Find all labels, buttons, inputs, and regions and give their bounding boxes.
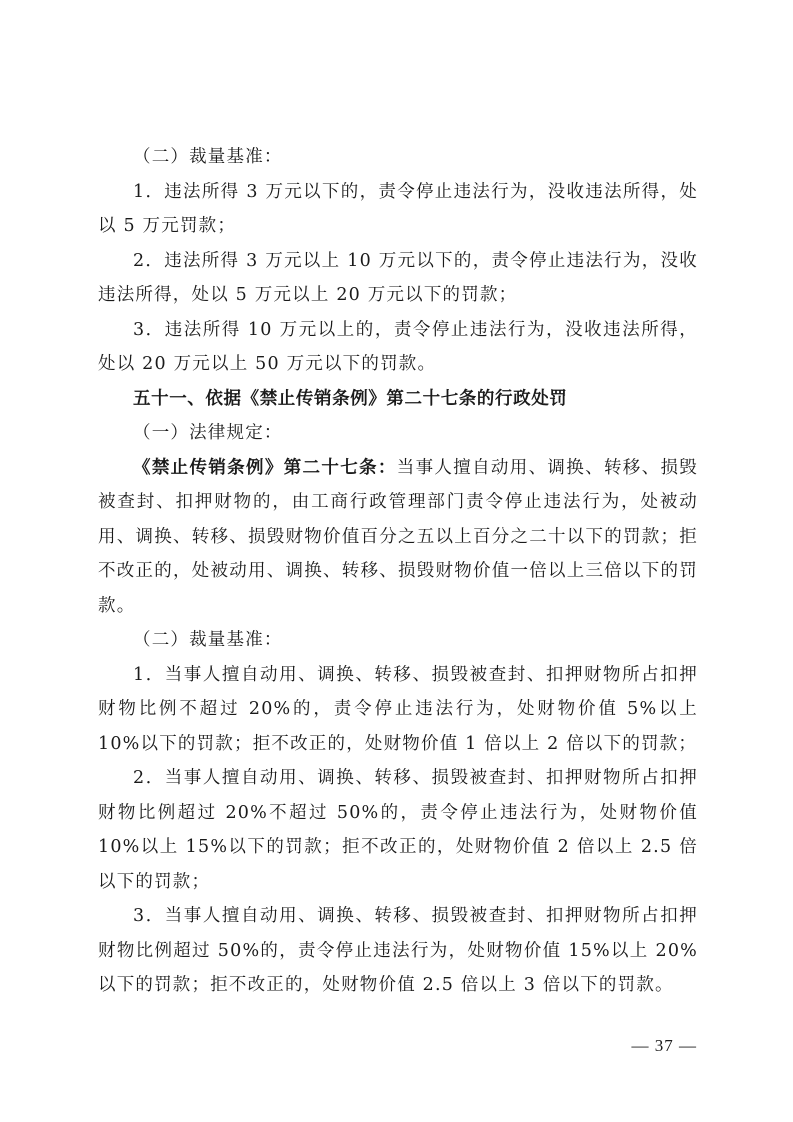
standard-item-3: 3．违法所得 10 万元以上的，责令停止违法行为，没收违法所得，处以 20 万元以上 50 万元以下的罚款。 — [98, 319, 698, 374]
standard-item-1: 1．违法所得 3 万元以下的，责令停止违法行为，没收违法所得，处以 5 万元罚款； — [98, 181, 698, 236]
legal-provision-text: 当事人擅自动用、调换、转移、损毁被查封、扣押财物的，由工商行政管理部门责令停止违法行为，处被动用、调换、转移、损毁财物价值百分之五以上百分之二十以下的罚款；拒不改正的，处被动用、调换、转移、损毁财物价值一倍以上三倍以下的罚款。 — [98, 457, 698, 616]
page-number: — 37 — — [631, 1036, 697, 1055]
document-body — [98, 140, 698, 1003]
standard-item-2b: 2．当事人擅自动用、调换、转移、损毁被查封、扣押财物所占扣押财物比例超过 20%不超过 50%的，责令停止违法行为，处财物价值 10%以上 15%以下的罚款；拒不改正的，处财物价值 2 倍以上 2.5 倍以下的罚款； — [98, 768, 698, 892]
subheading-discretion-standard: （二）裁量基准： — [133, 147, 283, 167]
subheading-legal-provision: （一）法律规定： — [133, 423, 283, 443]
subheading-discretion-standard-2: （二）裁量基准： — [133, 630, 283, 650]
legal-provision-paragraph — [98, 451, 698, 624]
section-heading-51: 五十一、依据《禁止传销条例》第二十七条的行政处罚 — [133, 388, 568, 409]
standard-item-1b: 1．当事人擅自动用、调换、转移、损毁被查封、扣押财物所占扣押财物比例不超过 20%的，责令停止违法行为，处财物价值 5%以上 10%以下的罚款；拒不改正的，处财物价值 1 倍以上 2 倍以下的罚款； — [98, 664, 698, 754]
legal-provision-lead: 《禁止传销条例》第二十七条： — [133, 457, 397, 478]
standard-item-3b: 3．当事人擅自动用、调换、转移、损毁被查封、扣押财物所占扣押财物比例超过 50%的，责令停止违法行为，处财物价值 15%以上 20%以下的罚款；拒不改正的，处财物价值 2.5 倍以上 3 倍以下的罚款。 — [98, 906, 698, 995]
standard-item-2: 2．违法所得 3 万元以上 10 万元以下的，责令停止违法行为，没收违法所得，处以 5 万元以上 20 万元以下的罚款； — [98, 250, 698, 305]
